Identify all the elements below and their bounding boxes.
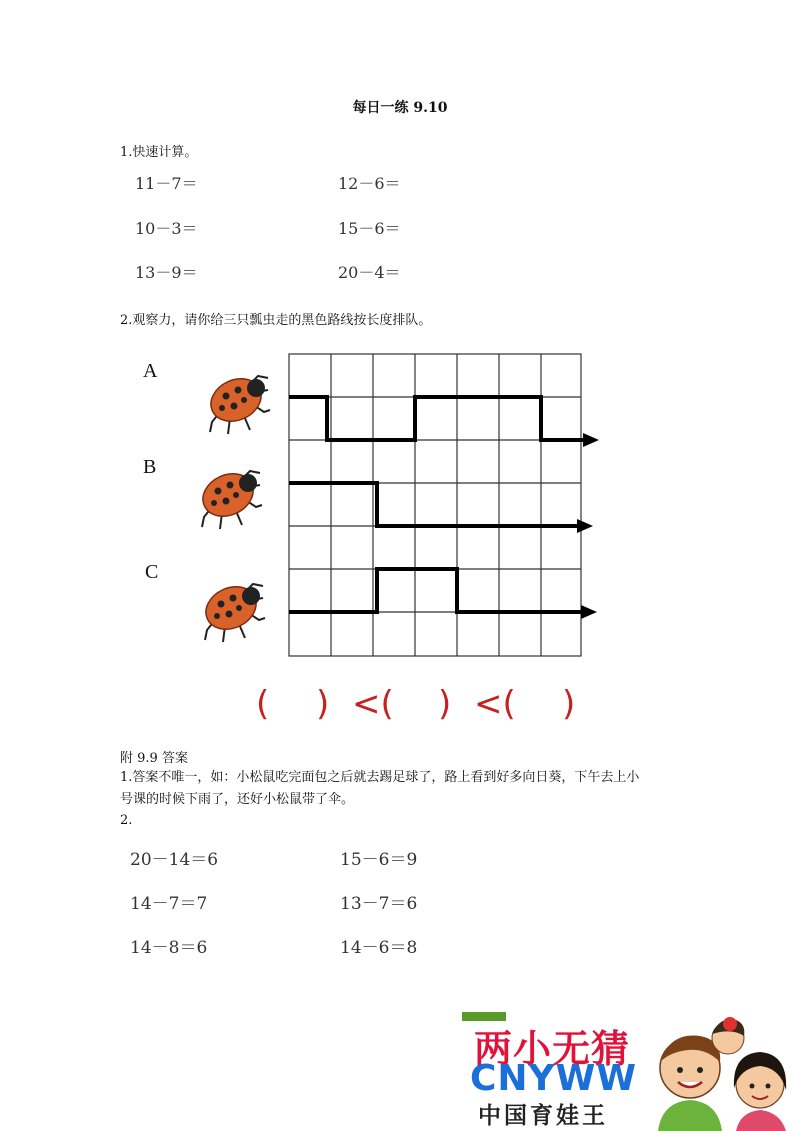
question-1-heading: 1.快速计算。 [120, 145, 198, 160]
answer-expression: 20－14＝6 [130, 850, 219, 870]
order-paren: ( [256, 684, 270, 724]
answer-2-label: 2. [120, 813, 133, 828]
answer-expression: 14－7＝7 [130, 894, 208, 914]
order-less-than: <( [352, 684, 394, 724]
route-label-c: C [145, 561, 159, 583]
page-title: 每日一练 9.10 [352, 100, 448, 116]
order-paren: ) [562, 684, 576, 724]
route-label-b: B [143, 456, 157, 478]
q1-expression: 10－3＝ [135, 219, 198, 238]
logo-title: 两小无猜 [474, 1027, 631, 1071]
order-paren: ) [316, 684, 330, 724]
route-b-arrow [577, 519, 593, 533]
route-grid [285, 350, 605, 662]
ladybug-icon [193, 568, 273, 648]
ladybug-icon [198, 360, 278, 440]
route-c-arrow [581, 605, 597, 619]
q1-expression: 20－4＝ [338, 263, 401, 282]
route-label-a: A [143, 360, 158, 382]
answer-1-line: 号课的时候下雨了，还好小松鼠带了伞。 [120, 792, 355, 807]
logo-subtitle: CNYWW [470, 1058, 638, 1099]
order-less-than: <( [474, 684, 516, 724]
q1-expression: 12－6＝ [338, 174, 401, 193]
q1-expression: 15－6＝ [338, 219, 401, 238]
route-c-path [289, 569, 583, 612]
ladybug-icon [190, 455, 270, 535]
answer-expression: 13－7＝6 [340, 894, 418, 914]
answer-expression: 14－8＝6 [130, 938, 208, 958]
q1-expression: 11－7＝ [135, 174, 198, 193]
question-2-heading: 2.观察力，请你给三只瓢虫走的黑色路线按长度排队。 [120, 313, 432, 328]
route-a-arrow [583, 433, 599, 447]
route-a-path [289, 397, 585, 440]
answer-expression: 14－6＝8 [340, 938, 418, 958]
logo-tagline: 中国育娃王 [478, 1103, 608, 1129]
answer-1-line: 1.答案不唯一，如：小松鼠吃完面包之后就去踢足球了，路上看到好多向日葵，下午去上小 [120, 770, 640, 785]
q1-expression: 13－9＝ [135, 263, 198, 282]
route-b-path [289, 483, 581, 526]
answers-heading: 附 9.9 答案 [120, 751, 188, 766]
order-paren: ) [438, 684, 452, 724]
answer-expression: 15－6＝9 [340, 850, 418, 870]
cartoon-kids-icon [640, 1010, 798, 1131]
